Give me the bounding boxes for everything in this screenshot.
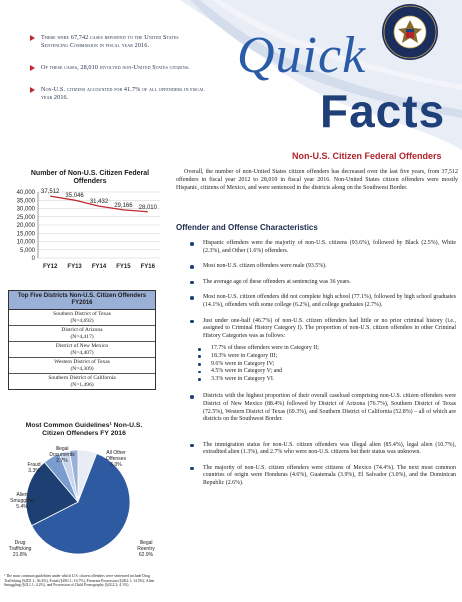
line-chart [4, 170, 166, 282]
x-tick-label: FY14 [91, 264, 107, 270]
top-districts-table [8, 290, 156, 390]
list-item: Most non-U.S. citizen offenders were male (93.5%). [190, 263, 456, 271]
arrow-icon [30, 35, 35, 41]
sub-list-item: 9.6% were in Category IV; [198, 361, 456, 369]
x-tick-label: FY12 [43, 264, 58, 270]
y-tick-label: 15,000 [16, 231, 35, 238]
section-title: Offender and Offense Characteristics [176, 223, 318, 232]
arrow-icon [30, 87, 35, 93]
list-item: The majority of non-U.S. citizen offenders were citizens of Mexico (74.4%). The next most common countries of origin were Honduras (4.6%), Guatemala (3.9%), El Salvador (3.0%), and the Dominican Republic (2.6%). [190, 465, 456, 488]
header-fact: There were 67,742 cases reported to the United States Sentencing Commission in fiscal year 2016. [30, 34, 205, 50]
table-row: Southern District of California (N=1,496) [48, 375, 116, 388]
data-label: 31,432 [89, 199, 109, 206]
x-tick-label: FY16 [140, 264, 155, 270]
sub-list-item: 4.5% were in Category V; and [198, 368, 456, 376]
header-fact: Of these cases, 28,010 involved non-United States citizens. [30, 64, 205, 72]
pie-slice-label: Alien Smuggling 5.4% [10, 492, 34, 510]
header-fact: Non-U.S. citizens accounted for 41.7% of all offenders in fiscal year 2016. [30, 86, 205, 102]
commission-seal-icon [381, 3, 439, 61]
table-row: Western District of Texas (N=4,309) [9, 358, 155, 374]
list-item: Most non-U.S. citizen offenders did not complete high school (77.1%), followed by high school graduates (14.1%), offenders with some college (6.2%), and college graduates (2.7%). [190, 294, 456, 309]
pie-slice-label: Illegal Documents 2.7% [49, 446, 75, 464]
list-item: Just under one-half (46.7%) of non-U.S. citizen offenders had little or no prior criminal history (i.e., assigned to Criminal History Category I). The proportion of non-U.S. citizen offenders in other Criminal History Categories was as follows: [190, 318, 456, 341]
characteristics-list [190, 240, 456, 488]
pie-chart-title: Most Common Guidelines¹ Non-U.S. Citizen Offenders FY 2016 [25, 422, 143, 437]
arrow-icon [30, 65, 35, 71]
data-label: 28,010 [138, 204, 157, 211]
y-tick-label: 25,000 [16, 214, 35, 221]
pie-slice-label: Illegal Reentry 62.9% [137, 540, 155, 558]
pie-slice-label: Drug Trafficking 21.8% [8, 540, 32, 558]
pie-slice-label: Fraud 3.3% [27, 462, 41, 474]
sub-list-item: 17.7% of these offenders were in Category II; [198, 345, 456, 353]
header-facts-list [30, 34, 205, 116]
y-tick-label: 0 [31, 256, 35, 262]
y-tick-label: 10,000 [16, 239, 35, 246]
y-tick-label: 40,000 [16, 190, 35, 196]
x-tick-label: FY13 [67, 264, 82, 270]
line-chart-plot [4, 188, 166, 282]
sub-list-item: 3.3% were in Category VI. [198, 376, 456, 384]
line-chart-title: Number of Non-U.S. Citizen Federal Offenders [30, 170, 150, 185]
list-item: Districts with the highest proportion of their overall caseload comprising non-U.S. citizen offenders were District of New Mexico (88.4%) followed by District of Arizona (76.7%), Southern District of Texas (72.5%), Western District of Texas (69.3%), and Southern District of California (52.8%) – all of which are districts on the Southwest Border. [190, 393, 456, 423]
y-tick-label: 5,000 [19, 247, 35, 254]
data-label: 35,046 [65, 193, 84, 200]
data-label: 37,512 [41, 189, 60, 196]
list-item: The immigration status for non-U.S. citizen offenders was illegal alien (85.4%), legal alien (10.7%), extradited alien (1.3%), and 2.7% who were non-U.S. citizens but their status was unknown. [190, 442, 456, 457]
pie-slice-label: All Other Offenses 6.0% [106, 450, 126, 468]
list-item: The average age of these offenders at sentencing was 36 years. [190, 279, 456, 287]
document-title: Non-U.S. Citizen Federal Offenders [292, 151, 442, 161]
table-row: District of Arizona (N=4,417) [9, 326, 155, 342]
x-tick-label: FY15 [116, 264, 131, 270]
quick-wordmark: Quick [237, 27, 367, 84]
intro-paragraph: Overall, the number of non-United States citizen offenders has decreased over the last five years, from 37,512 offenders in fiscal year 2012 to 28,010 in fiscal year 2016. Non-United States citizen offenders were mostly Hispanic, citizens of Mexico, and were sentenced in the districts along on the Southwest Border. [176, 169, 458, 191]
top-districts-title: Top Five Districts Non-U.S. Citizen Offenders FY2016 [9, 291, 155, 310]
data-label: 29,166 [114, 202, 133, 209]
y-tick-label: 30,000 [16, 206, 35, 213]
sub-list-item: 18.3% were in Category III; [198, 353, 456, 361]
footnote: ¹ The most common guidelines under which U.S. citizen offenders were sentenced include Drug Trafficking (§2D1.1; 36.4%), Fraud (§2B1.1; 16.7%), Firearms Possession (§2K2.1; 14.5%), Alien Smuggling (§2L1.1; 4.2%), and Possession of Child Pornography (§2G2.2; 4.1%). [4, 574, 155, 588]
facts-wordmark: Facts [320, 85, 446, 137]
page-header [0, 0, 462, 150]
list-item: Hispanic offenders were the majority of non-U.S. citizens (93.6%), followed by Black (2.5%), White (2.3%), and Other (1.6%) offenders. [190, 240, 456, 255]
table-row: Southern District of Texas (N=4,692) [9, 310, 155, 326]
table-row: District of New Mexico (N=4,407) [9, 342, 155, 358]
y-tick-label: 20,000 [16, 223, 35, 229]
y-tick-label: 35,000 [16, 198, 35, 205]
